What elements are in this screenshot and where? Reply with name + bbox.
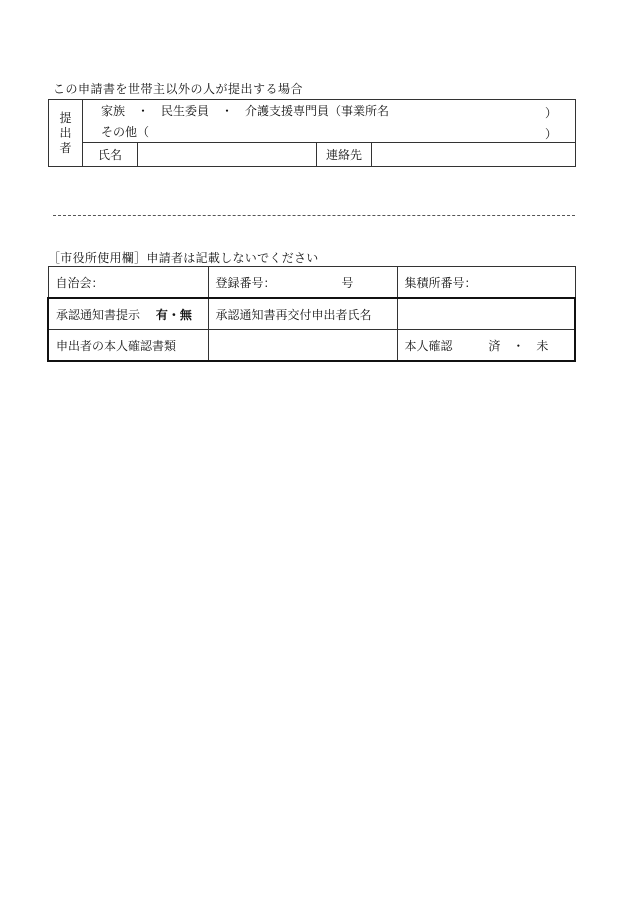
label-char: 出	[59, 125, 72, 140]
id-check-label: 本人確認	[404, 338, 453, 353]
name-field[interactable]	[138, 143, 317, 167]
cut-line	[53, 215, 575, 216]
office-caption: ［市役所使用欄］申請者は記載しないでください	[48, 251, 319, 265]
office-use-table	[47, 266, 576, 362]
relation-options: 家族 ・ 民生委員 ・ 介護支援専門員（事業所名	[101, 104, 390, 118]
reissue-cell	[208, 298, 397, 330]
submitter-other-row[interactable]	[83, 121, 576, 143]
submitter-vertical-label	[49, 100, 83, 167]
submitter-relation-row[interactable]	[83, 100, 576, 122]
jichikai-label: 自治会：	[55, 275, 104, 290]
other-close-paren: ）	[544, 127, 557, 141]
ari-nashi-choice: 有・無	[155, 307, 192, 322]
toroku-label: 登録番号：	[215, 275, 276, 290]
reissue-name-field	[397, 298, 575, 330]
label-char: 者	[59, 140, 72, 155]
relation-close-paren: ）	[544, 106, 557, 120]
reissue-label: 承認通知書再交付申出者氏名	[215, 307, 372, 322]
shuseki-label: 集積所番号：	[404, 275, 477, 290]
contact-label: 連絡先	[317, 143, 372, 167]
go-label: 号	[341, 275, 354, 290]
submitter-caption: この申請書を世帯主以外の人が提出する場合	[53, 82, 304, 96]
id-check-cell	[397, 330, 575, 362]
id-doc-cell	[48, 330, 208, 362]
label-char: 提	[59, 110, 72, 125]
notice-label: 承認通知書提示	[56, 307, 141, 322]
other-option: その他（	[101, 125, 150, 139]
contact-field[interactable]	[372, 143, 576, 167]
shuseki-cell	[397, 267, 575, 299]
name-label: 氏名	[83, 143, 138, 167]
id-doc-field	[208, 330, 397, 362]
notice-cell	[48, 298, 208, 330]
toroku-cell	[208, 267, 397, 299]
sumi-mi-choice: 済 ・ 未	[488, 338, 549, 353]
jichikai-cell	[48, 267, 208, 299]
submitter-table	[48, 99, 576, 167]
id-doc-label: 申出者の本人確認書類	[56, 338, 177, 353]
